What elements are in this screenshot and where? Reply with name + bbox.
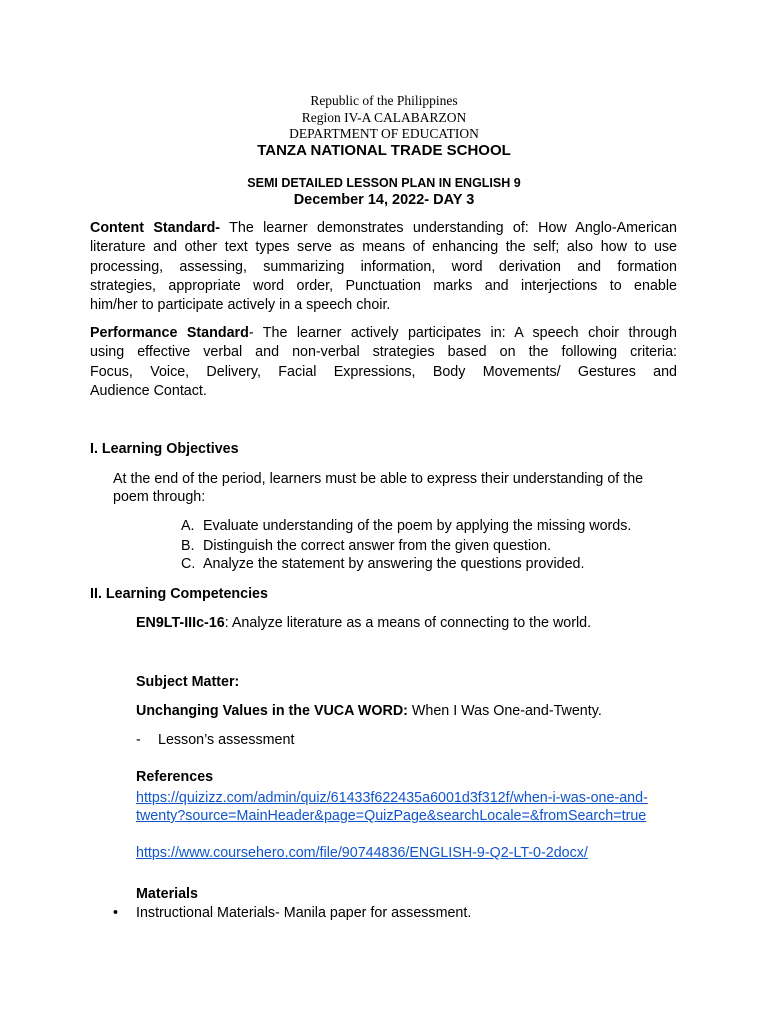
plan-date: December 14, 2022- DAY 3 <box>293 192 475 208</box>
objectives-heading: I. Learning Objectives <box>90 441 239 457</box>
content-standard-line: him/her to participate actively in a speech choir. <box>90 297 391 314</box>
references-heading: References <box>136 769 214 785</box>
competency-text: : Analyze literature as a means of connecting to the world. <box>224 615 592 631</box>
subject-matter-title <box>136 702 602 721</box>
performance-standard-line: using effective verbal and non-verbal strategies based on the following criteria: <box>90 344 677 361</box>
header-region: Region IV-A CALABARZON <box>301 110 467 125</box>
objective-marker: B. <box>181 538 195 554</box>
subject-matter-label: Unchanging Values in the VUCA WORD: <box>136 703 408 719</box>
competencies-heading: II. Learning Competencies <box>90 586 268 602</box>
content-standard-line: processing, assessing, summarizing information, word derivation and formation <box>90 258 677 275</box>
performance-standard-label: Performance Standard <box>90 325 249 341</box>
content-standard-line: strategies, appropriate word order, Punctuation marks and interjections to enable <box>90 277 677 294</box>
content-standard-line: Content Standard- The learner demonstrates understanding of: How Anglo-American <box>90 220 677 236</box>
school-name: TANZA NATIONAL TRADE SCHOOL <box>257 142 511 159</box>
objective-item: Analyze the statement by answering the questions provided. <box>203 556 585 572</box>
content-standard-label: Content Standard- <box>90 220 221 236</box>
performance-standard-paragraph <box>90 324 677 401</box>
materials-item: Instructional Materials- Manila paper for assessment. <box>136 905 472 921</box>
objective-marker: C. <box>181 556 196 572</box>
performance-standard-line: Performance Standard- The learner actively participates in: A speech choir through <box>90 325 677 341</box>
header-country: Republic of the Philippines <box>310 93 458 108</box>
competency-line <box>136 614 591 633</box>
subject-matter-heading: Subject Matter: <box>136 674 240 690</box>
performance-standard-line: Focus, Voice, Delivery, Facial Expressions, Body Movements/ Gestures and <box>90 363 677 380</box>
materials-heading: Materials <box>136 886 198 902</box>
assessment-dash: - <box>136 732 141 748</box>
objective-item: Distinguish the correct answer from the given question. <box>203 538 552 554</box>
objective-marker: A. <box>181 518 195 534</box>
objectives-intro-line: At the end of the period, learners must be able to express their understanding of the <box>113 471 644 487</box>
plan-title: SEMI DETAILED LESSON PLAN IN ENGLISH 9 <box>247 176 521 190</box>
performance-standard-line: Audience Contact. <box>90 382 207 399</box>
bullet-icon: • <box>113 905 119 921</box>
objective-item: Evaluate understanding of the poem by applying the missing words. <box>203 518 632 534</box>
reference-link-quizizz[interactable]: twenty?source=MainHeader&page=QuizPage&searchLocale=&fromSearch=true <box>136 808 647 824</box>
subject-matter-value: When I Was One-and-Twenty. <box>407 703 602 719</box>
header-department: DEPARTMENT OF EDUCATION <box>289 126 479 141</box>
content-standard-paragraph <box>90 219 677 315</box>
content-standard-line: literature and other text types serve as means of enhancing the self; also how to use <box>90 239 677 256</box>
reference-link-quizizz[interactable]: https://quizizz.com/admin/quiz/61433f622435a6001d3f312f/when-i-was-one-and- <box>136 790 648 806</box>
objectives-intro-line: poem through: <box>113 489 206 505</box>
reference-link-coursehero[interactable]: https://www.coursehero.com/file/90744836/ENGLISH-9-Q2-LT-0-2docx/ <box>136 845 588 861</box>
assessment-item: Lesson’s assessment <box>158 732 295 748</box>
competency-code: EN9LT-IIIc-16 <box>136 615 225 631</box>
